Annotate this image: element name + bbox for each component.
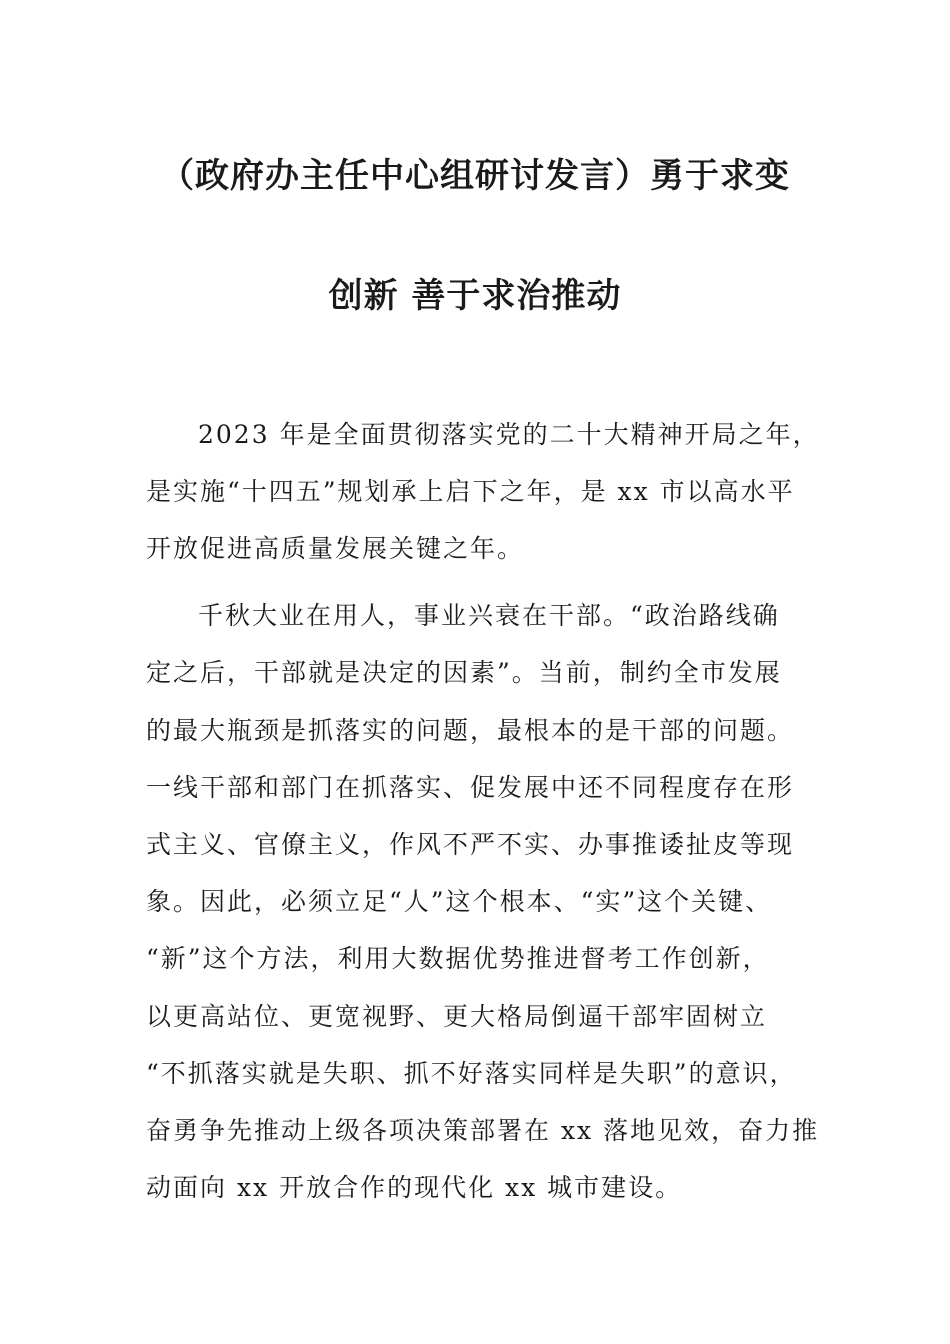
paragraph-2-line-4: 一线干部和部门在抓落实、促发展中还不同程度存在形 — [146, 773, 795, 802]
paragraph-1-line-2: 是实施“十四五”规划承上启下之年，是 xx 市以高水平 — [146, 477, 795, 506]
paragraph-2-line-1: 千秋大业在用人，事业兴衰在干部。“政治路线确 — [198, 601, 780, 630]
paragraph-2-line-6: 象。因此，必须立足“人”这个根本、“实”这个关键、 — [146, 887, 773, 916]
paragraph-1-line-1: 2023 年是全面贯彻落实党的二十大精神开局之年， — [198, 420, 820, 449]
paragraph-2-line-3: 的最大瓶颈是抓落实的问题，最根本的是干部的问题。 — [146, 716, 795, 745]
paragraph-2-line-10: 奋勇争先推动上级各项决策部署在 xx 落地见效，奋力推 — [146, 1116, 820, 1145]
document-title-line-1: （政府办主任中心组研讨发言）勇于求变 — [160, 156, 790, 196]
document-title-line-2: 创新 善于求治推动 — [328, 276, 622, 316]
paragraph-1-line-3: 开放促进高质量发展关键之年。 — [146, 534, 525, 563]
paragraph-2-line-7: “新”这个方法，利用大数据优势推进督考工作创新， — [146, 944, 770, 973]
paragraph-2-line-9: “不抓落实就是失职、抓不好落实同样是失职”的意识， — [146, 1059, 797, 1088]
paragraph-2-line-5: 式主义、官僚主义，作风不严不实、办事推诿扯皮等现 — [146, 830, 795, 859]
paragraph-2-line-2: 定之后，干部就是决定的因素”。当前，制约全市发展 — [146, 658, 782, 687]
paragraph-2-line-8: 以更高站位、更宽视野、更大格局倒逼干部牢固树立 — [146, 1002, 768, 1031]
paragraph-2-line-11: 动面向 xx 开放合作的现代化 xx 城市建设。 — [146, 1173, 683, 1202]
